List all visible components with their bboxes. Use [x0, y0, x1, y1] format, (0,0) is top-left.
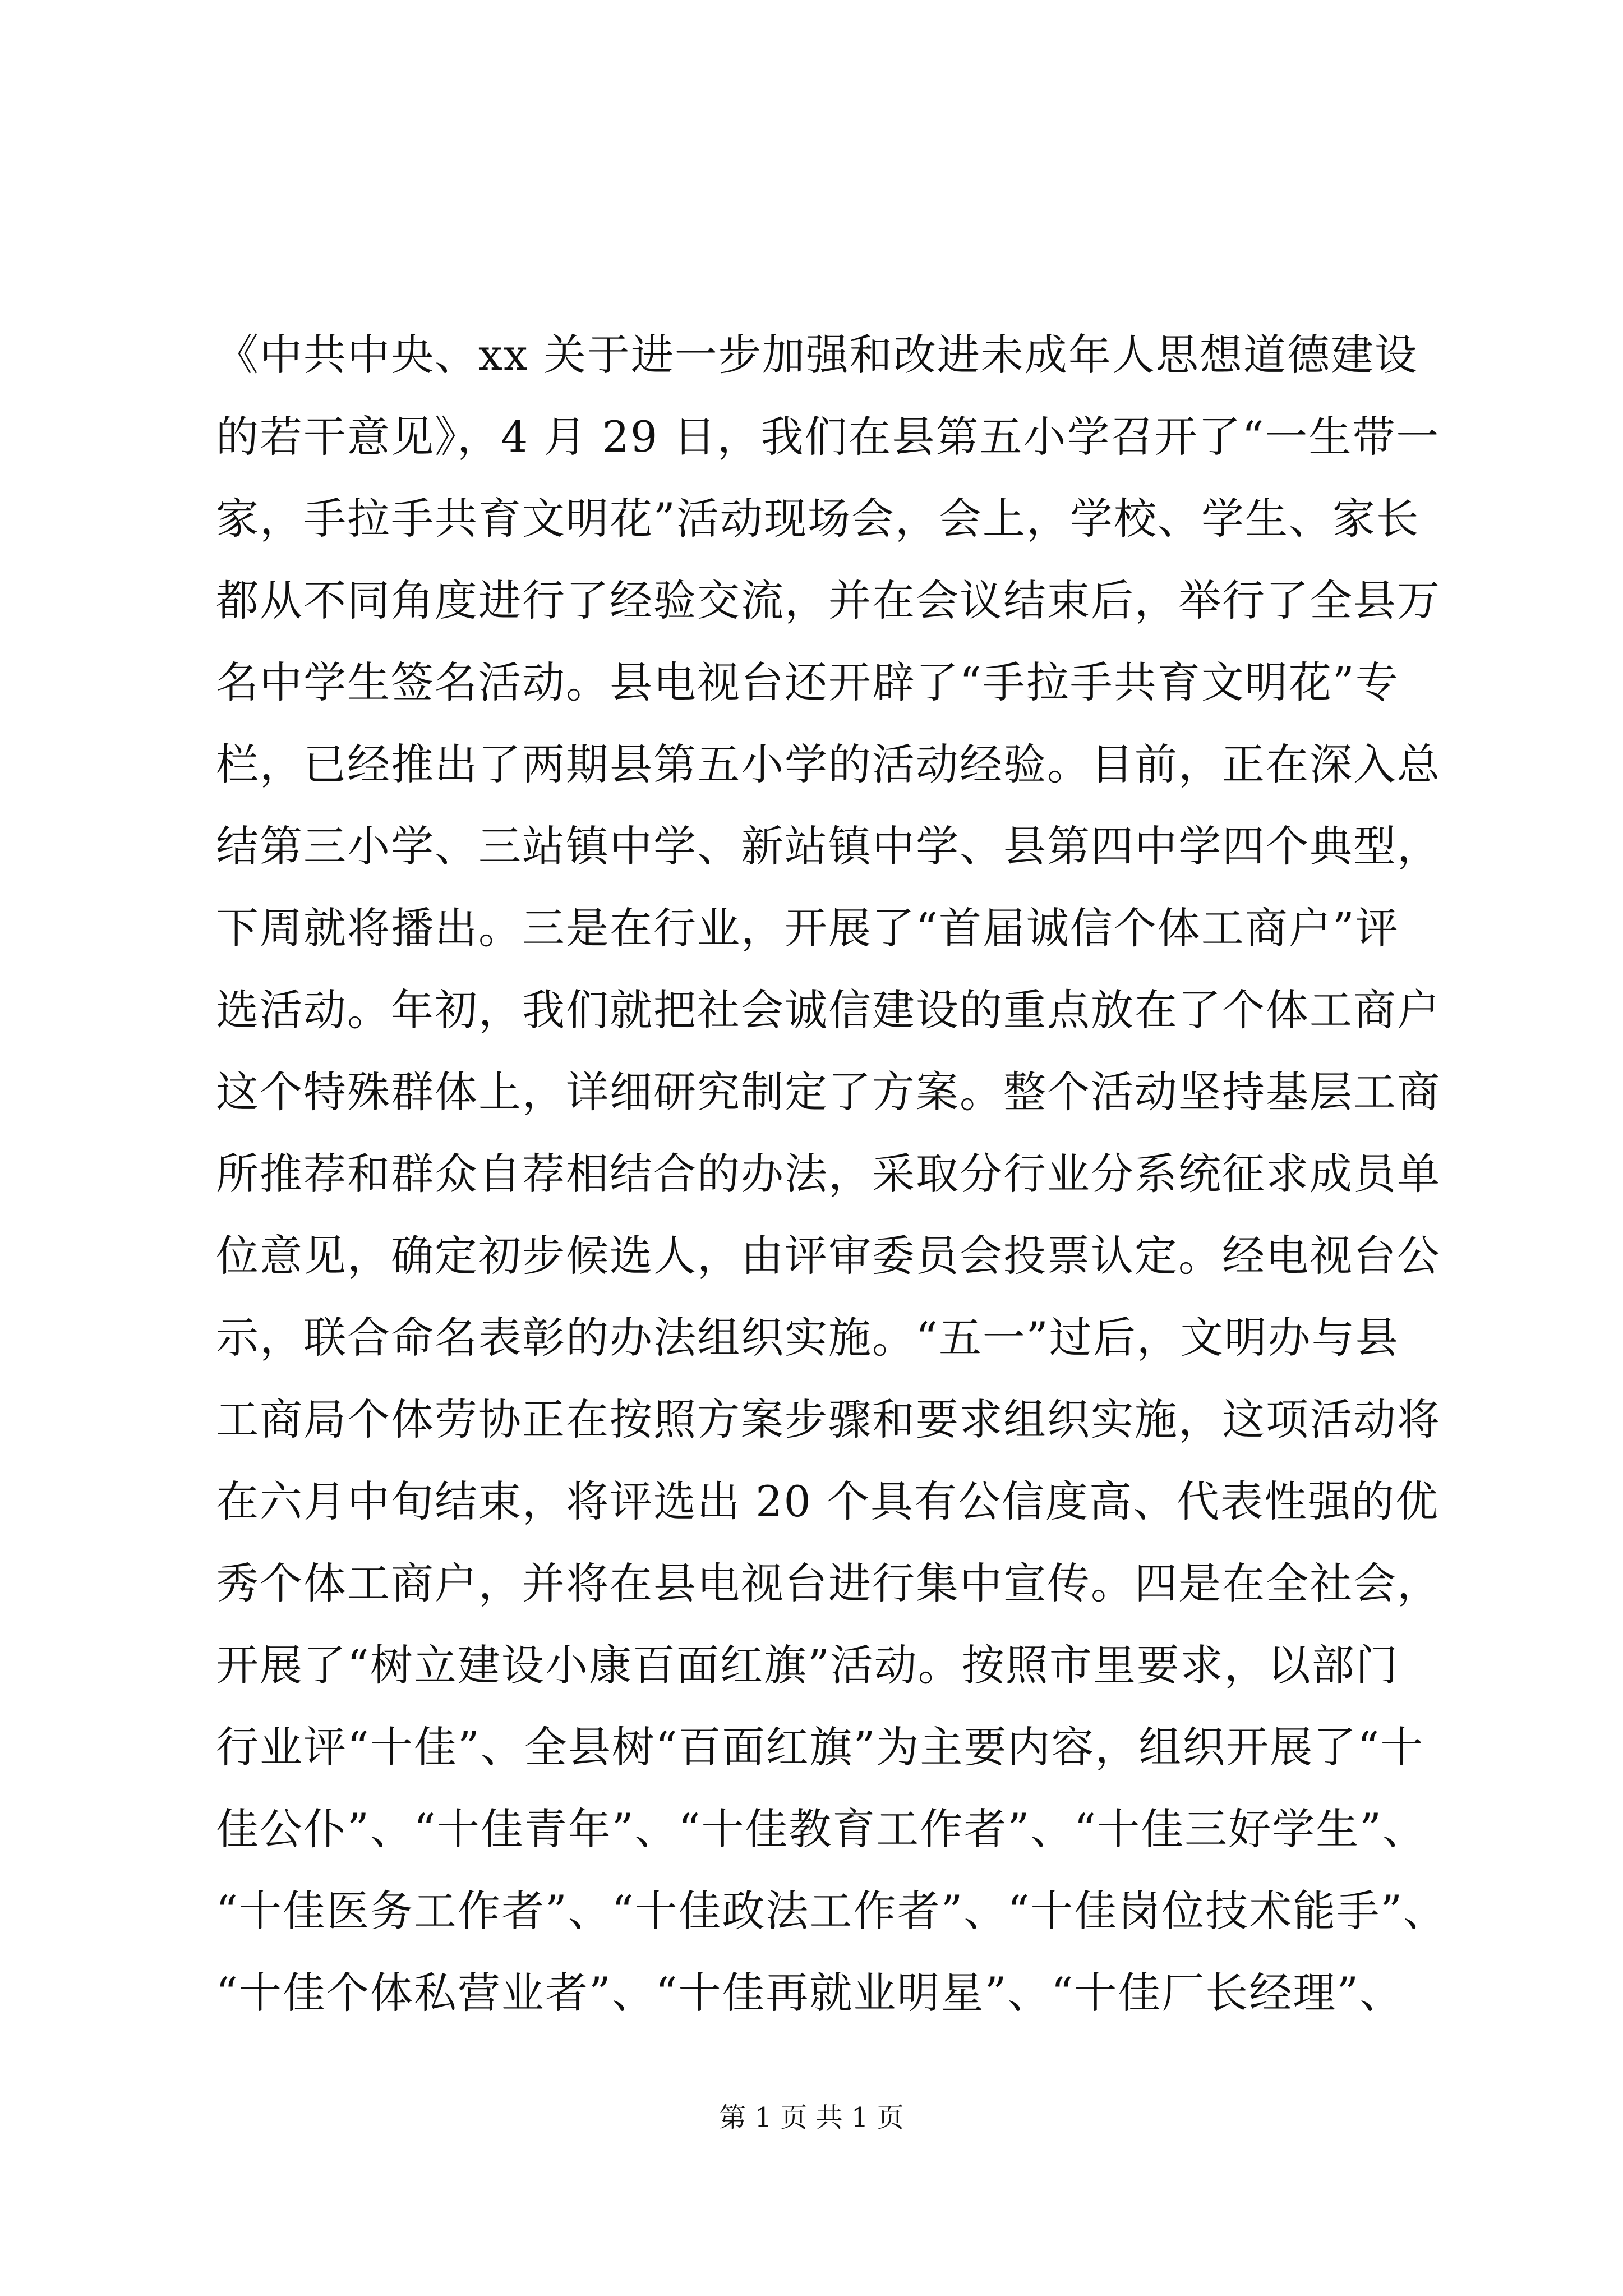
- text-line-13: 示，联合命名表彰的办法组织实施。“五一”过后，文明办与县: [216, 1313, 1399, 1363]
- text-line-21: “十佳个体私营业者”、“十佳再就业明星”、“十佳厂长经理”、: [216, 1968, 1404, 2018]
- text-line-11: 所推荐和群众自荐相结合的办法，采取分行业分系统征求成员单: [216, 1149, 1441, 1199]
- text-line-8: 下周就将播出。三是在行业，开展了“首届诚信个体工商户”评: [216, 903, 1399, 953]
- text-line-9: 选活动。年初，我们就把社会诚信建设的重点放在了个体工商户: [216, 985, 1441, 1035]
- text-line-15: 在六月中旬结束，将评选出 20 个具有公信度高、代表性强的优: [216, 1476, 1440, 1526]
- body-paragraph: [216, 314, 1450, 2034]
- text-line-17: 开展了“树立建设小康百面红旗”活动。按照市里要求，以部门: [216, 1640, 1399, 1690]
- text-line-14: 工商局个体劳协正在按照方案步骤和要求组织实施，这项活动将: [216, 1395, 1441, 1444]
- page-number-label: 第 1 页 共 1 页: [719, 2102, 904, 2133]
- text-line-2: 的若干意见》，4 月 29 日，我们在县第五小学召开了“一生带一: [216, 412, 1440, 462]
- text-line-6: 栏，已经推出了两期县第五小学的活动经验。目前，正在深入总: [216, 739, 1441, 789]
- text-line-1: 《中共中央、xx 关于进一步加强和改进未成年人思想道德建设: [216, 330, 1418, 380]
- text-line-18: 行业评“十佳”、全县树“百面红旗”为主要内容，组织开展了“十: [216, 1722, 1424, 1772]
- text-line-4: 都从不同角度进行了经验交流，并在会议结束后，举行了全县万: [216, 576, 1441, 625]
- page-footer: [0, 2101, 1623, 2134]
- text-line-20: “十佳医务工作者”、“十佳政法工作者”、“十佳岗位技术能手”、: [216, 1886, 1447, 1936]
- text-line-19: 佳公仆”、“十佳青年”、“十佳教育工作者”、“十佳三好学生”、: [216, 1804, 1426, 1854]
- text-line-12: 位意见，确定初步候选人，由评审委员会投票认定。经电视台公: [216, 1231, 1441, 1281]
- text-line-3: 家，手拉手共育文明花”活动现场会，会上，学校、学生、家长: [216, 494, 1420, 544]
- text-line-16: 秀个体工商户，并将在县电视台进行集中宣传。四是在全社会，: [216, 1558, 1441, 1608]
- text-line-7: 结第三小学、三站镇中学、新站镇中学、县第四中学四个典型，: [216, 821, 1441, 871]
- text-line-5: 名中学生签名活动。县电视台还开辟了“手拉手共育文明花”专: [216, 657, 1399, 707]
- text-line-10: 这个特殊群体上，详细研究制定了方案。整个活动坚持基层工商: [216, 1067, 1441, 1117]
